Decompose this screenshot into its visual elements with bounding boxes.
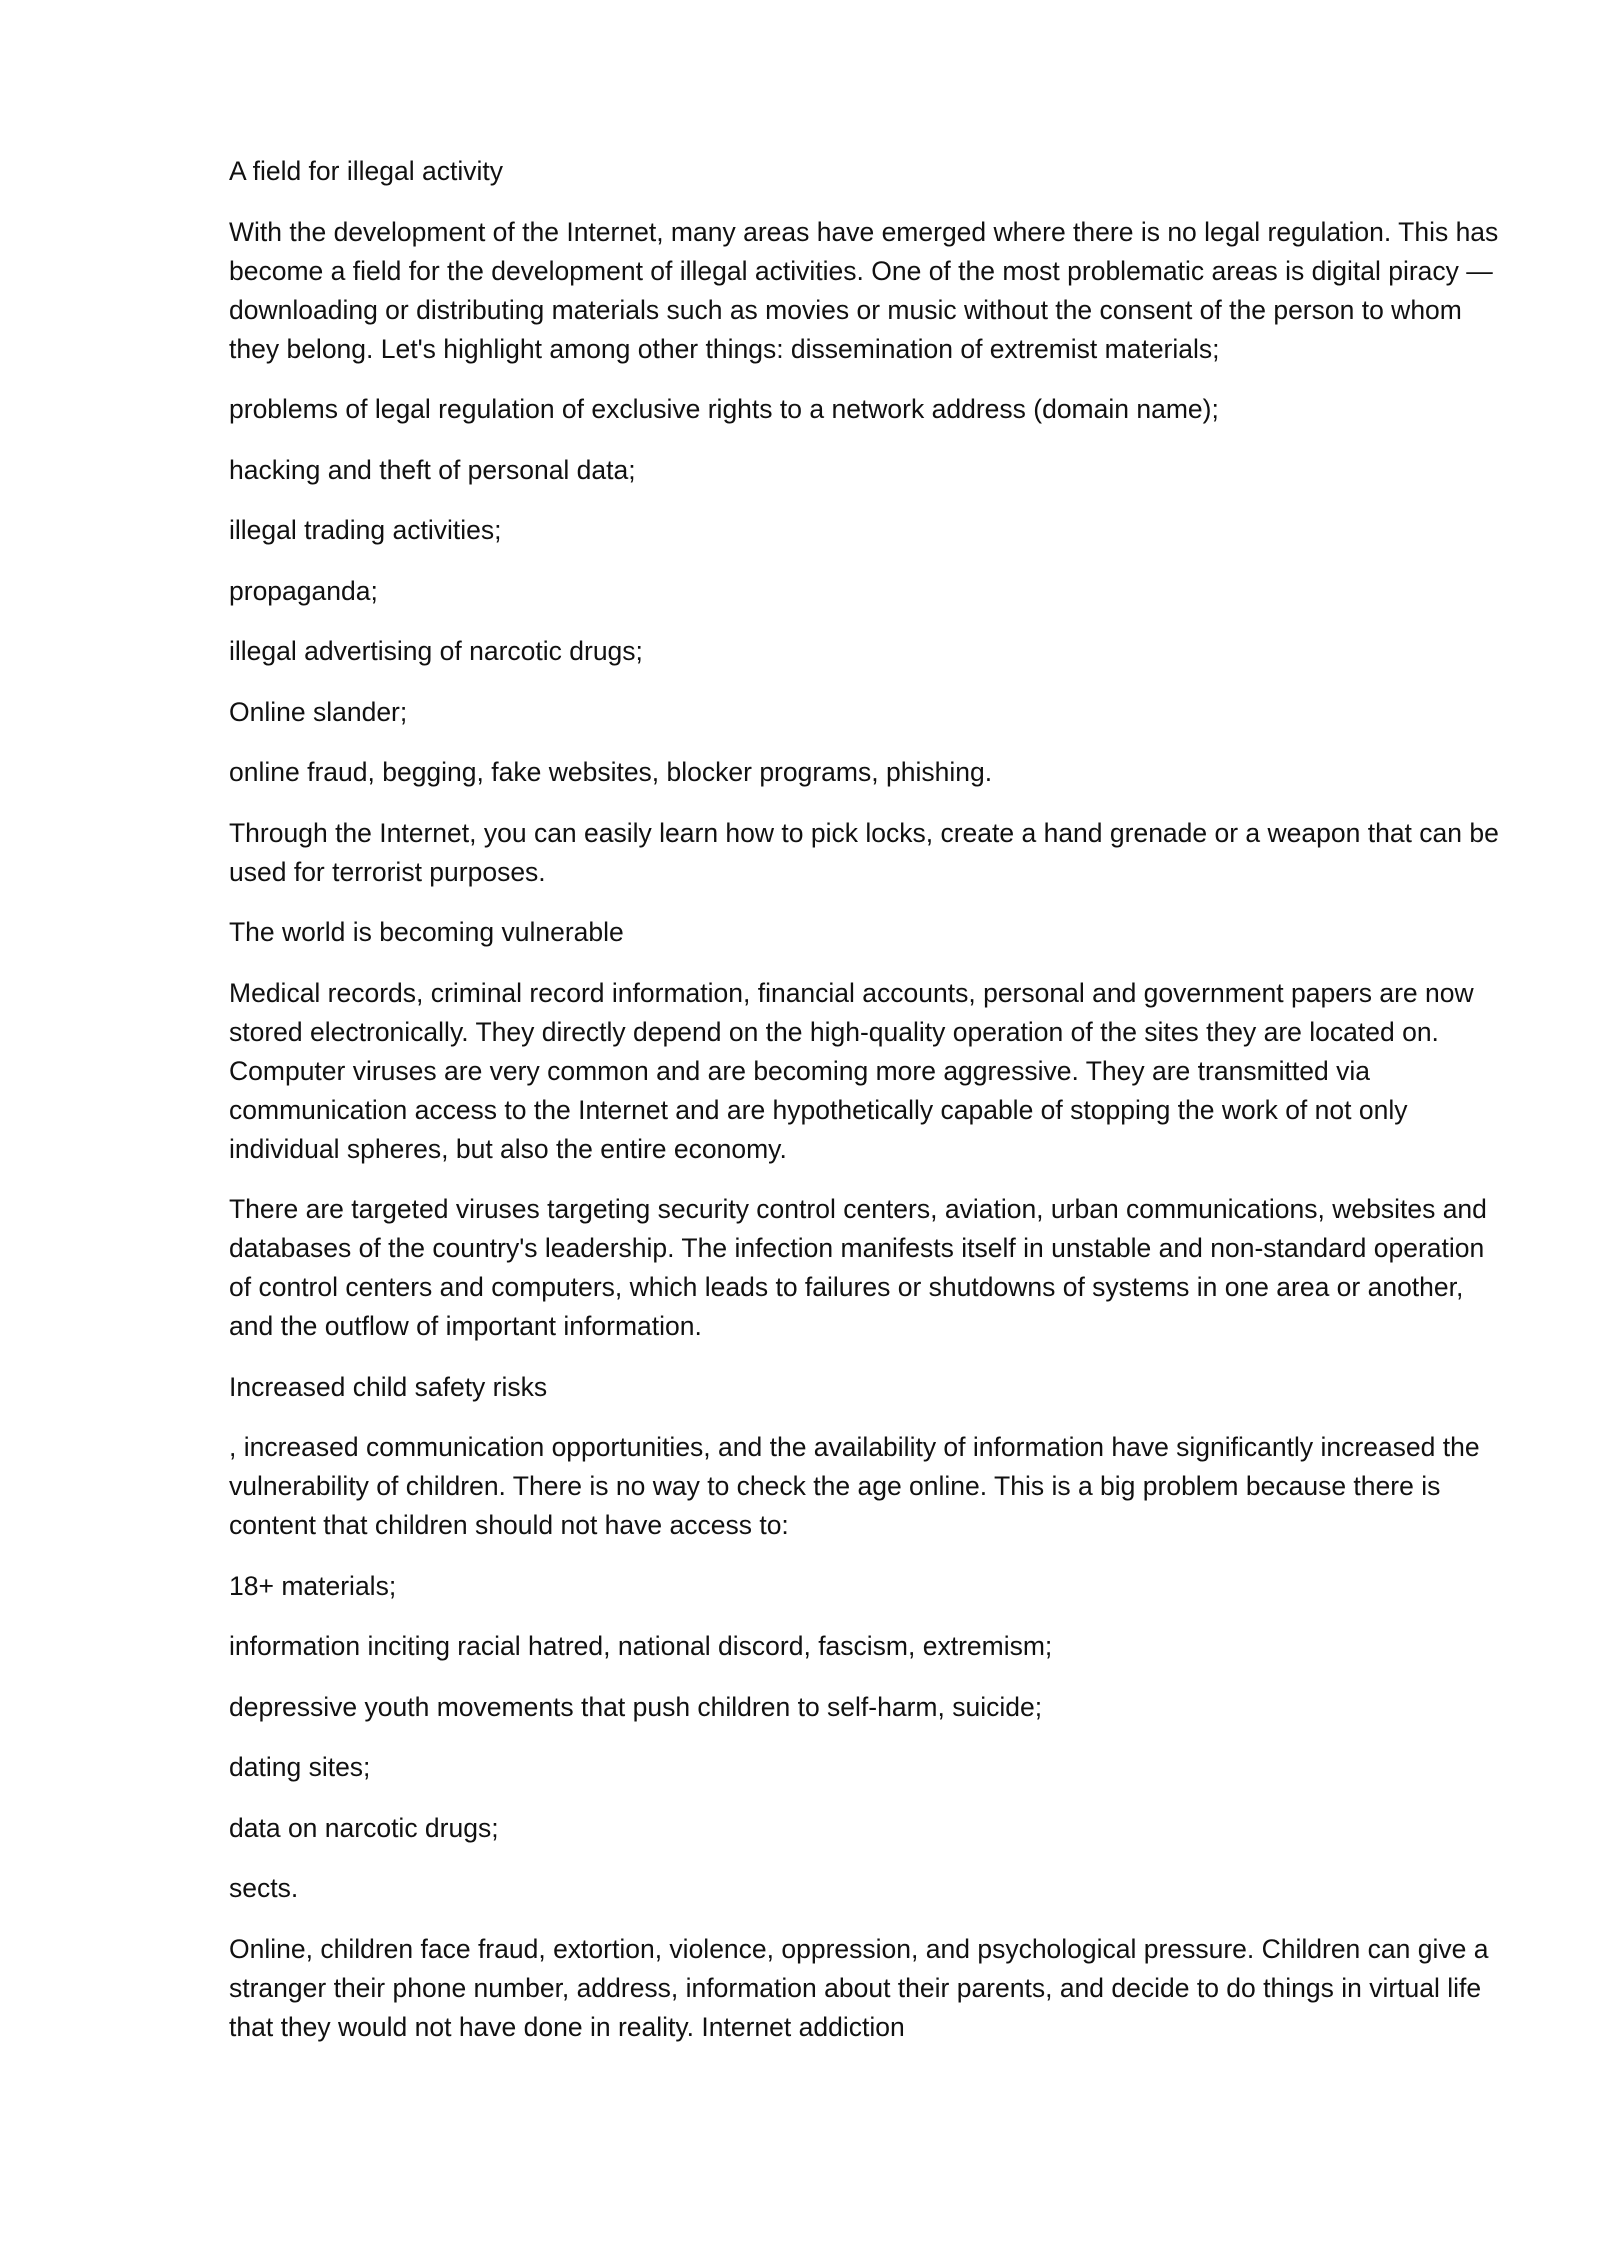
body-paragraph: , increased communication opportunities, and the availability of information have significantly increased the vulnerability of children. There is no way to check the age online. This is a big problem because there is content that children should not have access to: [229,1432,1480,1540]
body-paragraph: With the development of the Internet, many areas have emerged where there is no legal regulation. This has become a field for the development of illegal activities. One of the most problematic areas is digital piracy — downloading or distributing materials such as movies or music without the consent of the person to whom they belong. Let's highlight among other things: dissemination of extremist materials; [229,216,1499,364]
list-item: problems of legal regulation of exclusive rights to a network address (domain name); [229,394,1219,424]
list-item: online fraud, begging, fake websites, blocker programs, phishing. [229,757,993,787]
list-item: hacking and theft of personal data; [229,454,636,485]
list-item: dating sites; [229,1752,371,1782]
body-paragraph: There are targeted viruses targeting security control centers, aviation, urban communications, websites and databases of the country's leadership. The infection manifests itself in unstable and non-standard operation of control centers and computers, which leads to failures or shutdowns of systems in one area or another, and the outflow of important information. [229,1194,1487,1341]
list-item: depressive youth movements that push children to self-harm, suicide; [229,1691,1043,1722]
body-paragraph: Medical records, criminal record information, financial accounts, personal and government papers are now stored electronically. They directly depend on the high-quality operation of the sites they are located on. Computer viruses are very common and are becoming more aggressive. They are transmitted via communication access to the Internet and are hypothetically capable of stopping the work of not only individual spheres, but also the entire economy. [229,977,1474,1164]
list-item: Online slander; [229,696,408,727]
list-item: 18+ materials; [229,1570,397,1601]
list-item: illegal trading activities; [229,515,502,545]
list-item: data on narcotic drugs; [229,1812,499,1843]
body-paragraph: Through the Internet, you can easily learn how to pick locks, create a hand grenade or a weapon that can be used for terrorist purposes. [229,817,1499,887]
list-item: propaganda; [229,575,378,606]
body-paragraph: Online, children face fraud, extortion, violence, oppression, and psychological pressure. Children can give a stranger their phone number, address, information about their parents, and decide to do things in virtual life that they would not have done in reality. Internet addiction [229,1933,1489,2042]
section-heading: Increased child safety risks [229,1371,548,1402]
list-item: information inciting racial hatred, national discord, fascism, extremism; [229,1631,1053,1661]
list-item: sects. [229,1873,299,1903]
section-heading: A field for illegal activity [229,156,503,186]
section-heading: The world is becoming vulnerable [229,917,624,947]
document-page [229,152,1504,2068]
list-item: illegal advertising of narcotic drugs; [229,636,643,666]
